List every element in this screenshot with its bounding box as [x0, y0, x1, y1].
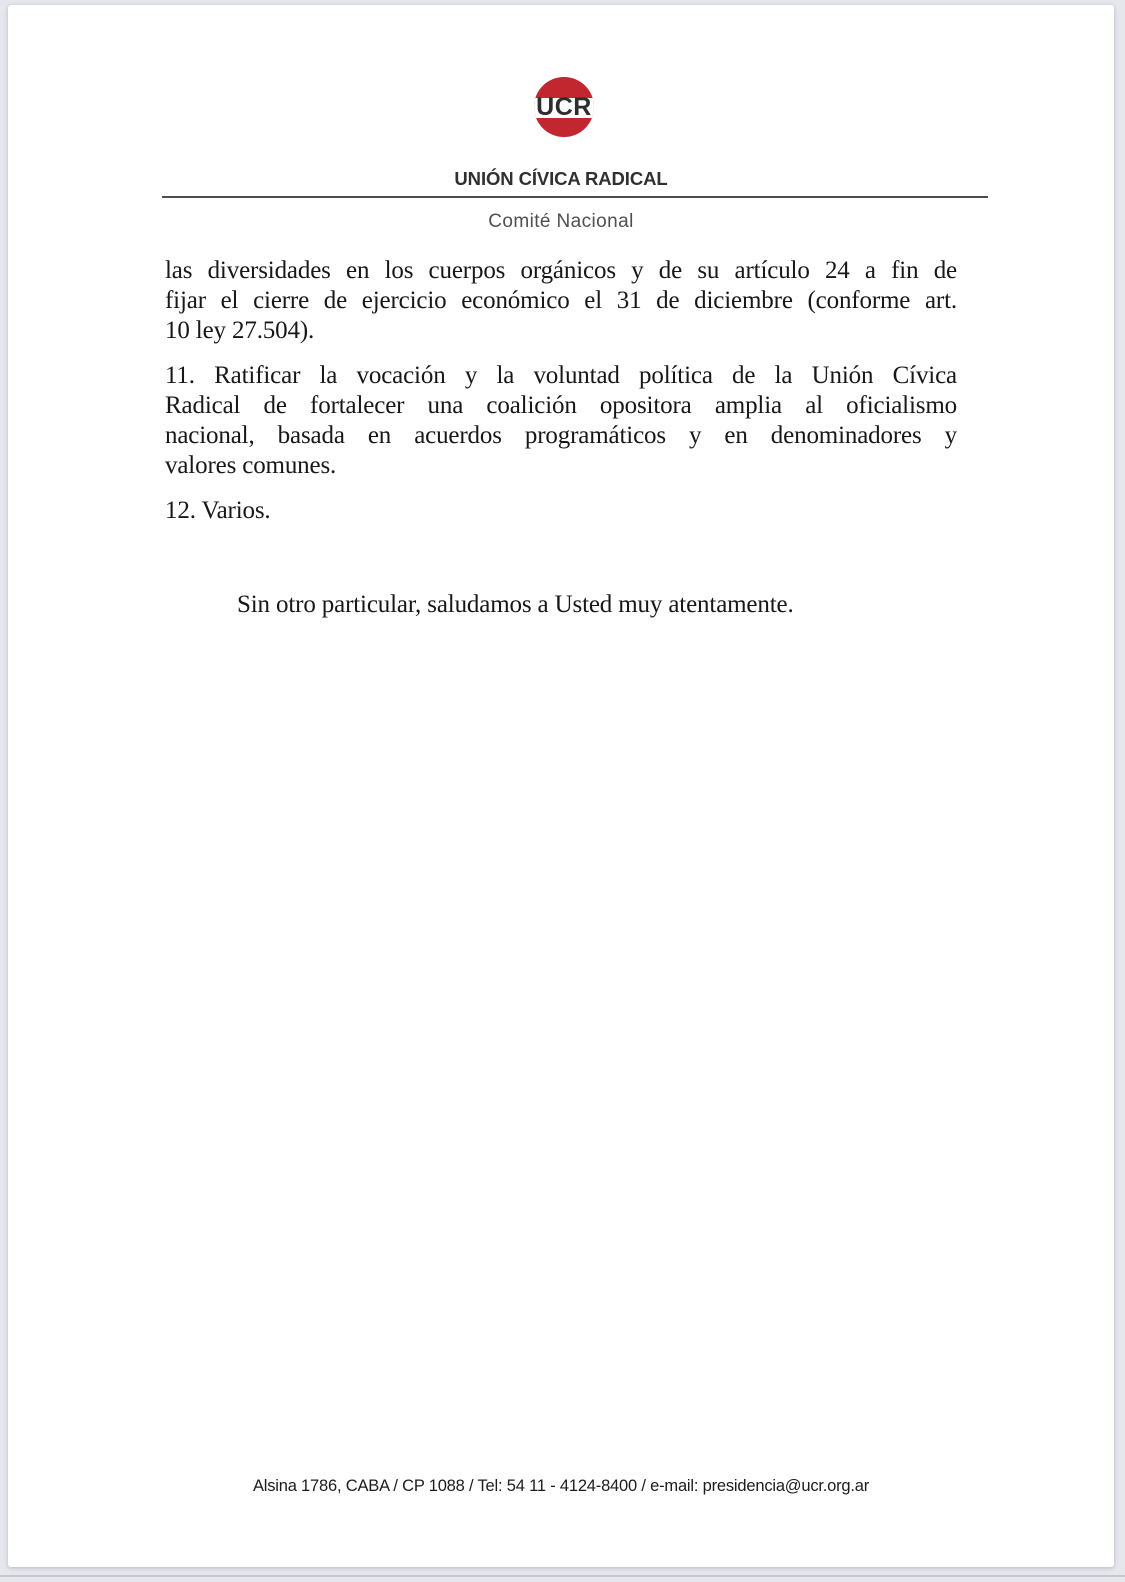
text-line: 11. Ratificar la vocación y la voluntad política de la Unión Cívica	[165, 362, 957, 389]
text-line: 12. Varios.	[165, 497, 271, 524]
closing-salutation: Sin otro particular, saludamos a Usted muy atentamente.	[237, 591, 794, 618]
header-divider	[162, 196, 988, 198]
text-line: valores comunes.	[165, 452, 337, 479]
text-line: nacional, basada en acuerdos programáticos y en denominadores y	[165, 422, 957, 449]
paragraph-item-12	[165, 496, 957, 526]
photo-edge-line	[0, 1575, 1125, 1577]
document-page	[8, 5, 1114, 1567]
text-line: fijar el cierre de ejercicio económico el 31 de diciembre (conforme art.	[165, 287, 957, 314]
org-name-heading: UNIÓN CÍVICA RADICAL	[454, 168, 668, 189]
paragraph-item-11	[165, 361, 957, 481]
text-line: 10 ley 27.504).	[165, 317, 315, 344]
committee-subtitle: Comité Nacional	[488, 211, 634, 232]
footer-contact-line: Alsina 1786, CABA / CP 1088 / Tel: 54 11 - 4124-8400 / e-mail: presidencia@ucr.org.ar	[252, 1477, 870, 1495]
text-line: Radical de fortalecer una coalición opositora amplia al oficialismo	[165, 392, 957, 419]
ucr-logo-text: UCR	[536, 93, 592, 121]
text-line: las diversidades en los cuerpos orgánicos y de su artículo 24 a fin de	[165, 257, 957, 284]
ucr-logo	[534, 77, 594, 137]
paragraph-continuation	[165, 256, 957, 346]
